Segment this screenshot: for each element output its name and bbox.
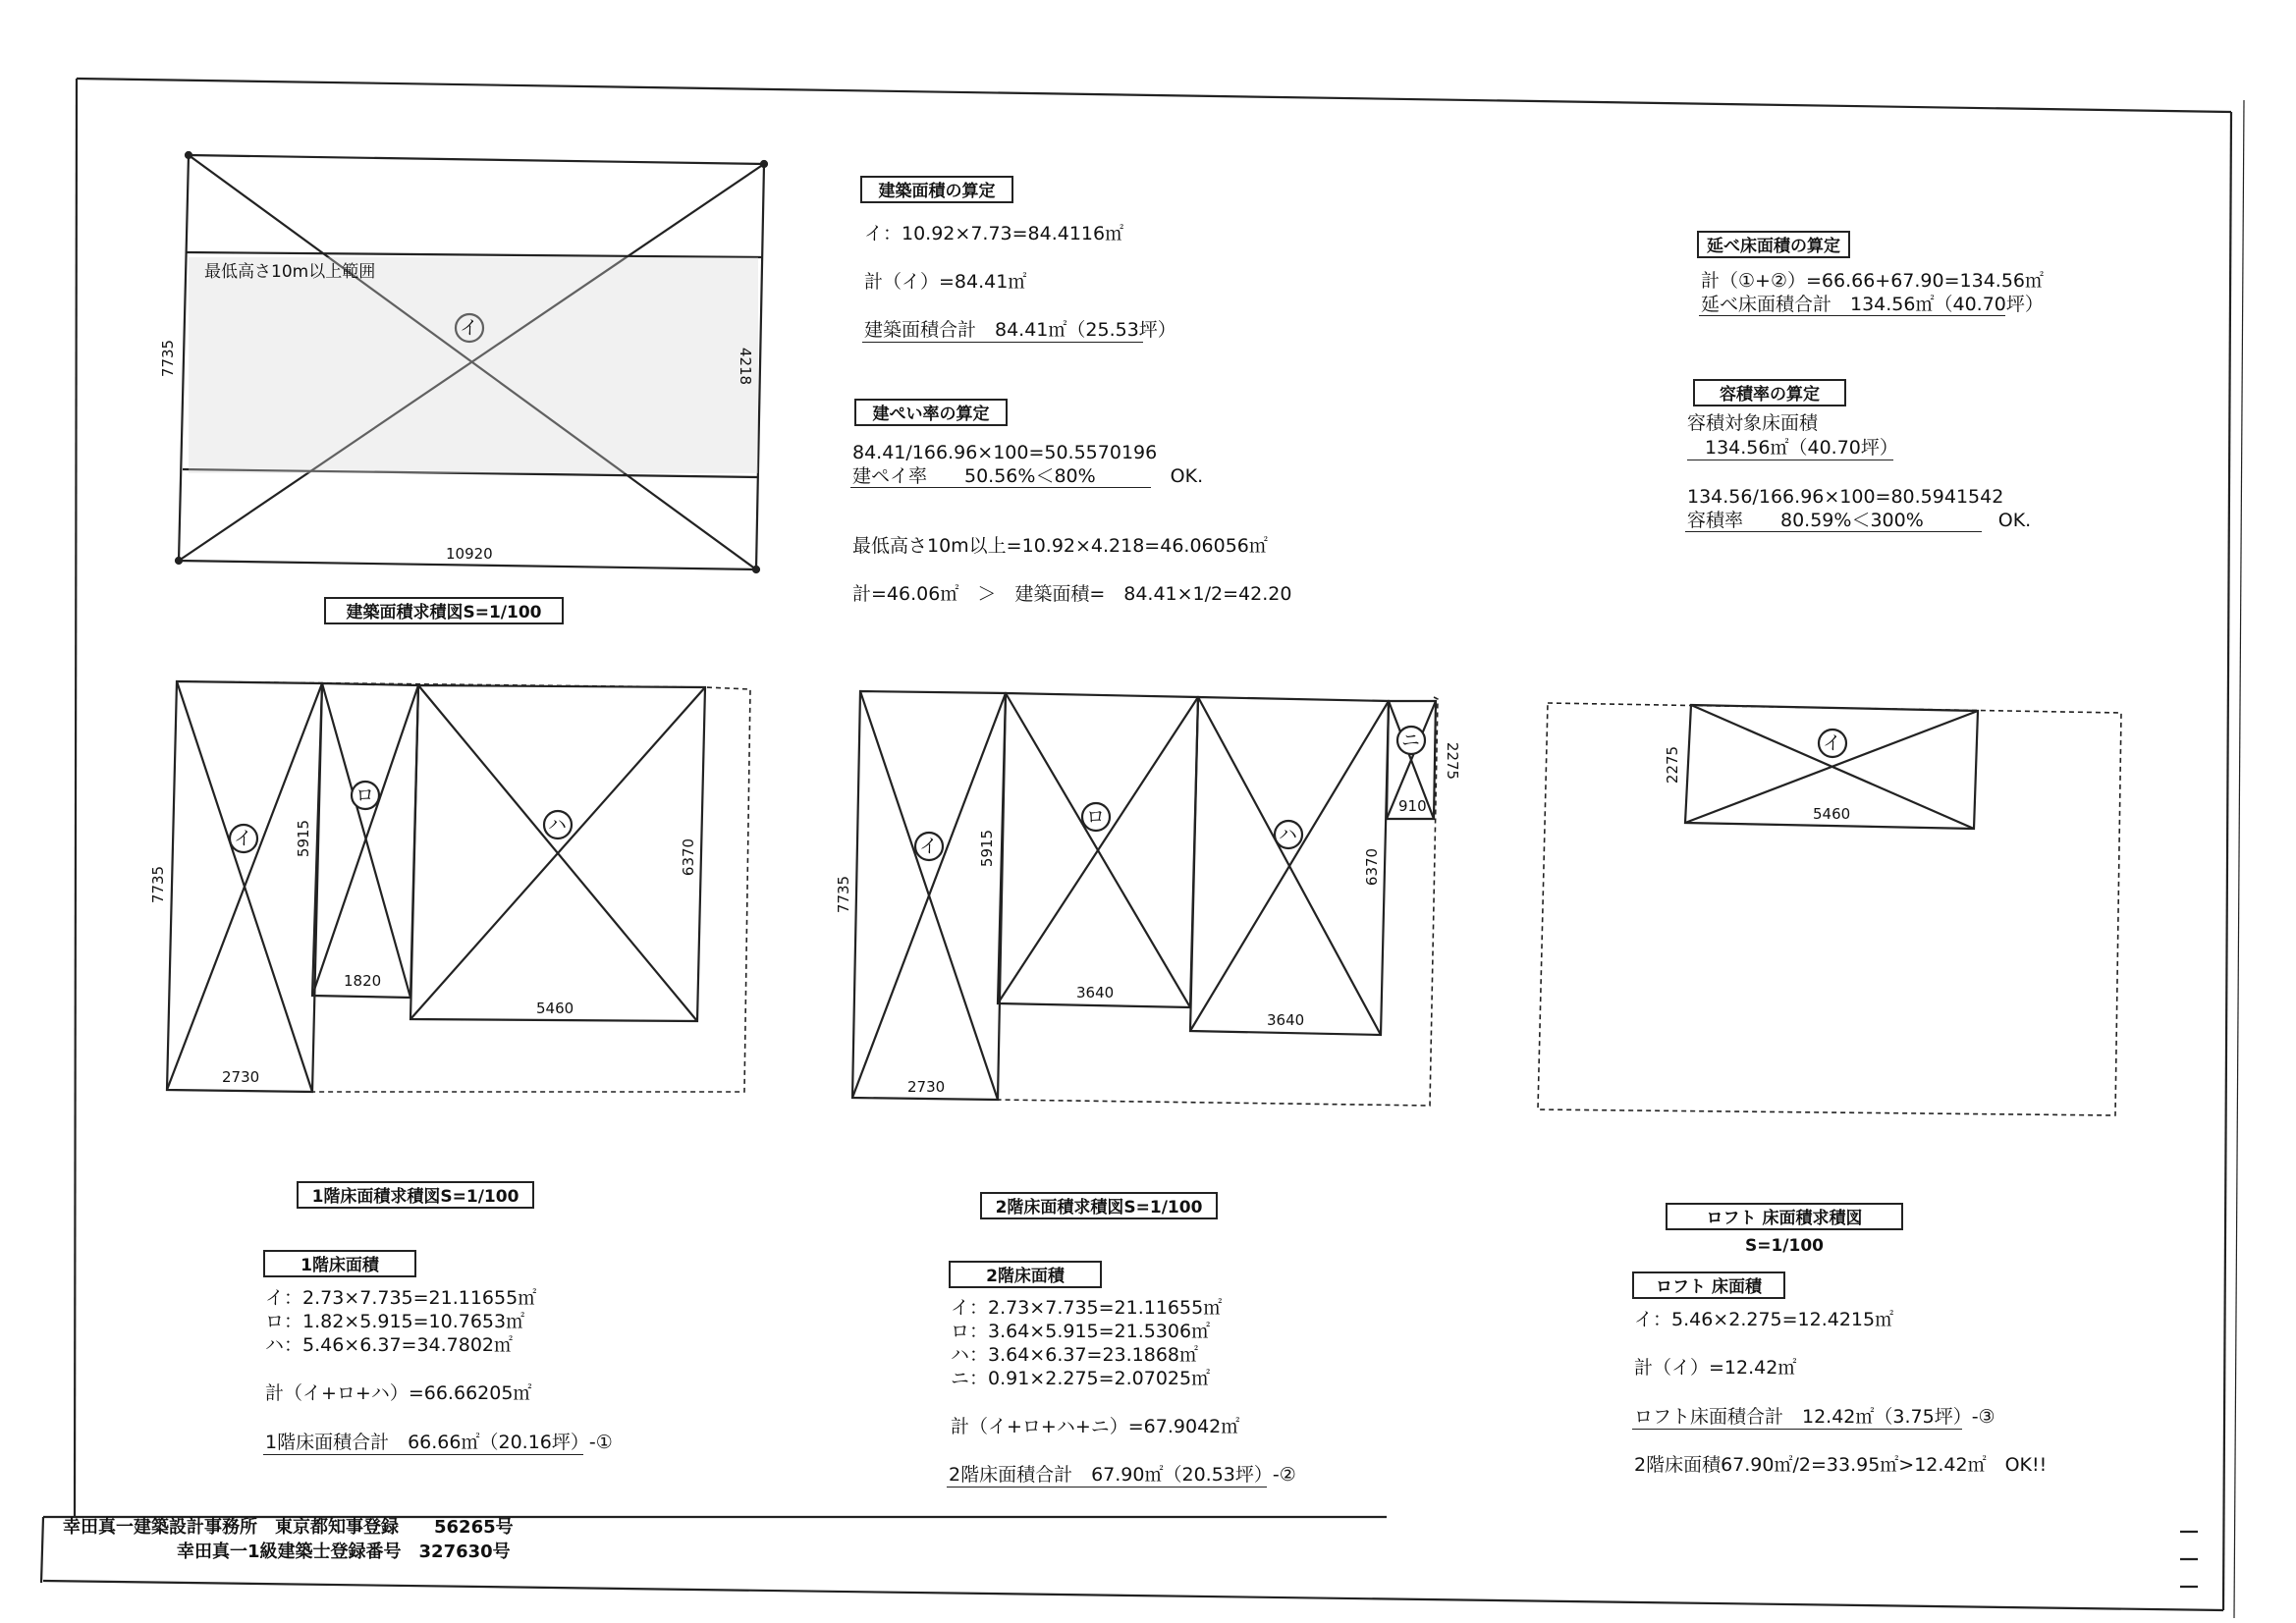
floor1-sum: 計（イ+ロ+ハ）=66.66205㎡: [265, 1382, 532, 1404]
loft-plan-drawing: [1538, 703, 2121, 1115]
floor2-total-underline: [947, 1487, 1267, 1488]
office-registration: 幸田真一建築設計事務所 東京都知事登録 56265号: [63, 1517, 514, 1538]
floor1-label-ha: ハ: [548, 814, 568, 836]
floor1-label-ro: ロ: [355, 784, 375, 806]
floor1-dim-1820: 1820: [344, 972, 382, 990]
site-plan-dim-right: 4218: [737, 347, 755, 386]
floor1-dim-6370: 6370: [680, 838, 698, 877]
floor2-line-ni: ニ：0.91×2.275=2.07025㎡: [951, 1368, 1211, 1389]
floor2-label-i: イ: [919, 836, 939, 857]
floor2-plan-caption: 2階床面積求積図S=1/100: [980, 1192, 1218, 1219]
loft-plan-caption: ロフト 床面積求積図S=1/100: [1666, 1203, 1903, 1230]
floor2-dim-5915: 5915: [978, 829, 997, 868]
floor1-total-underline: [263, 1454, 583, 1455]
loft-title: ロフト 床面積: [1632, 1271, 1785, 1299]
floor1-dim-2730: 2730: [222, 1068, 260, 1086]
building-area-line-i: イ：10.92×7.73=84.4116㎡: [864, 223, 1124, 244]
floor2-title: 2階床面積: [949, 1261, 1102, 1288]
floor2-plan-drawing: [852, 691, 1438, 1106]
far-title: 容積率の算定: [1693, 379, 1846, 406]
loft-sum: 計（イ）=12.42㎡: [1634, 1357, 1797, 1379]
floor2-dim-2730: 2730: [907, 1078, 946, 1096]
floor2-line-i: イ：2.73×7.735=21.11655㎡: [951, 1297, 1223, 1319]
loft-plan-label-i: イ: [1823, 732, 1842, 754]
total-floor-total-underline: [1699, 315, 2005, 316]
coverage-ratio: 建ペイ率 50.56%＜80% OK.: [852, 465, 1204, 487]
coverage-height-area: 最低高さ10m以上=10.92×4.218=46.06056㎡: [852, 535, 1268, 557]
floor2-dim-3640-b: 3640: [1267, 1011, 1305, 1029]
site-plan-caption: 建築面積求積図S=1/100: [324, 597, 564, 624]
floor2-dim-3640-a: 3640: [1076, 984, 1115, 1001]
floor2-dim-2275: 2275: [1444, 741, 1462, 781]
far-ratio-underline: [1685, 531, 1982, 532]
loft-total-underline: [1632, 1429, 1962, 1430]
floor1-title: 1階床面積: [263, 1250, 416, 1277]
floor1-dim-7735: 7735: [149, 865, 168, 904]
floor1-total: 1階床面積合計 66.66㎡（20.16坪）-①: [265, 1432, 613, 1453]
height-range-note: 最低高さ10m以上範囲: [204, 262, 376, 282]
building-area-total-underline: [862, 342, 1143, 343]
site-plan-label-i: イ: [460, 317, 479, 339]
floor2-label-ni: ニ: [1401, 730, 1421, 751]
floor2-sum: 計（イ+ロ+ハ+ニ）=67.9042㎡: [951, 1416, 1240, 1437]
architect-registration: 幸田真一1級建築士登録番号 327630号: [177, 1542, 511, 1562]
floor1-line-i: イ：2.73×7.735=21.11655㎡: [265, 1287, 537, 1309]
far-target-label: 容積対象床面積: [1687, 412, 1819, 434]
floor1-plan-caption: 1階床面積求積図S=1/100: [297, 1181, 534, 1209]
site-plan-dim-bottom: 10920: [446, 545, 493, 563]
coverage-title: 建ぺい率の算定: [854, 399, 1008, 426]
floor1-dim-5915: 5915: [295, 819, 313, 858]
floor2-dim-7735: 7735: [835, 875, 853, 914]
floor1-plan-drawing: [167, 681, 750, 1092]
site-plan-dim-left: 7735: [159, 339, 178, 378]
building-area-total: 建築面積合計 84.41㎡（25.53坪）: [864, 319, 1176, 341]
height-range-hatch: [189, 257, 758, 473]
floor2-line-ro: ロ：3.64×5.915=21.5306㎡: [951, 1321, 1211, 1342]
floor1-line-ha: ハ：5.46×6.37=34.7802㎡: [265, 1334, 514, 1356]
far-calc: 134.56/166.96×100=80.5941542: [1687, 486, 2004, 508]
floor2-line-ha: ハ：3.64×6.37=23.1868㎡: [951, 1344, 1199, 1366]
building-area-sum: 計（イ）=84.41㎡: [864, 271, 1027, 293]
floor2-label-ro: ロ: [1086, 806, 1106, 828]
loft-check: 2階床面積67.90㎡/2=33.95㎡>12.42㎡ OK!!: [1634, 1454, 2048, 1476]
far-target-value: 134.56㎡（40.70坪）: [1705, 437, 1898, 459]
total-floor-total: 延べ床面積合計 134.56㎡（40.70坪）: [1701, 294, 2044, 315]
loft-plan-dim-2275: 2275: [1664, 745, 1682, 784]
far-ratio: 容積率 80.59%＜300% OK.: [1687, 510, 2032, 531]
total-floor-title: 延べ床面積の算定: [1697, 231, 1850, 258]
loft-total: ロフト床面積合計 12.42㎡（3.75坪）-③: [1634, 1406, 1995, 1428]
coverage-calc: 84.41/166.96×100=50.5570196: [852, 442, 1158, 463]
floor2-dim-910: 910: [1398, 797, 1427, 815]
coverage-ratio-underline: [850, 487, 1151, 488]
floor2-dim-6370: 6370: [1363, 847, 1382, 887]
floor2-label-ha: ハ: [1279, 824, 1298, 845]
loft-plan-dim-5460: 5460: [1813, 805, 1851, 823]
floor1-dim-5460: 5460: [536, 1000, 574, 1017]
floor1-label-i: イ: [234, 828, 253, 849]
coverage-compare: 計=46.06㎡ ＞ 建築面積= 84.41×1/2=42.20: [852, 583, 1292, 605]
floor1-line-ro: ロ：1.82×5.915=10.7653㎡: [265, 1311, 525, 1332]
building-area-title: 建築面積の算定: [860, 176, 1013, 203]
total-floor-sum: 計（①+②）=66.66+67.90=134.56㎡: [1701, 270, 2045, 292]
floor2-total: 2階床面積合計 67.90㎡（20.53坪）-②: [949, 1464, 1296, 1486]
loft-line-i: イ：5.46×2.275=12.4215㎡: [1634, 1309, 1894, 1330]
